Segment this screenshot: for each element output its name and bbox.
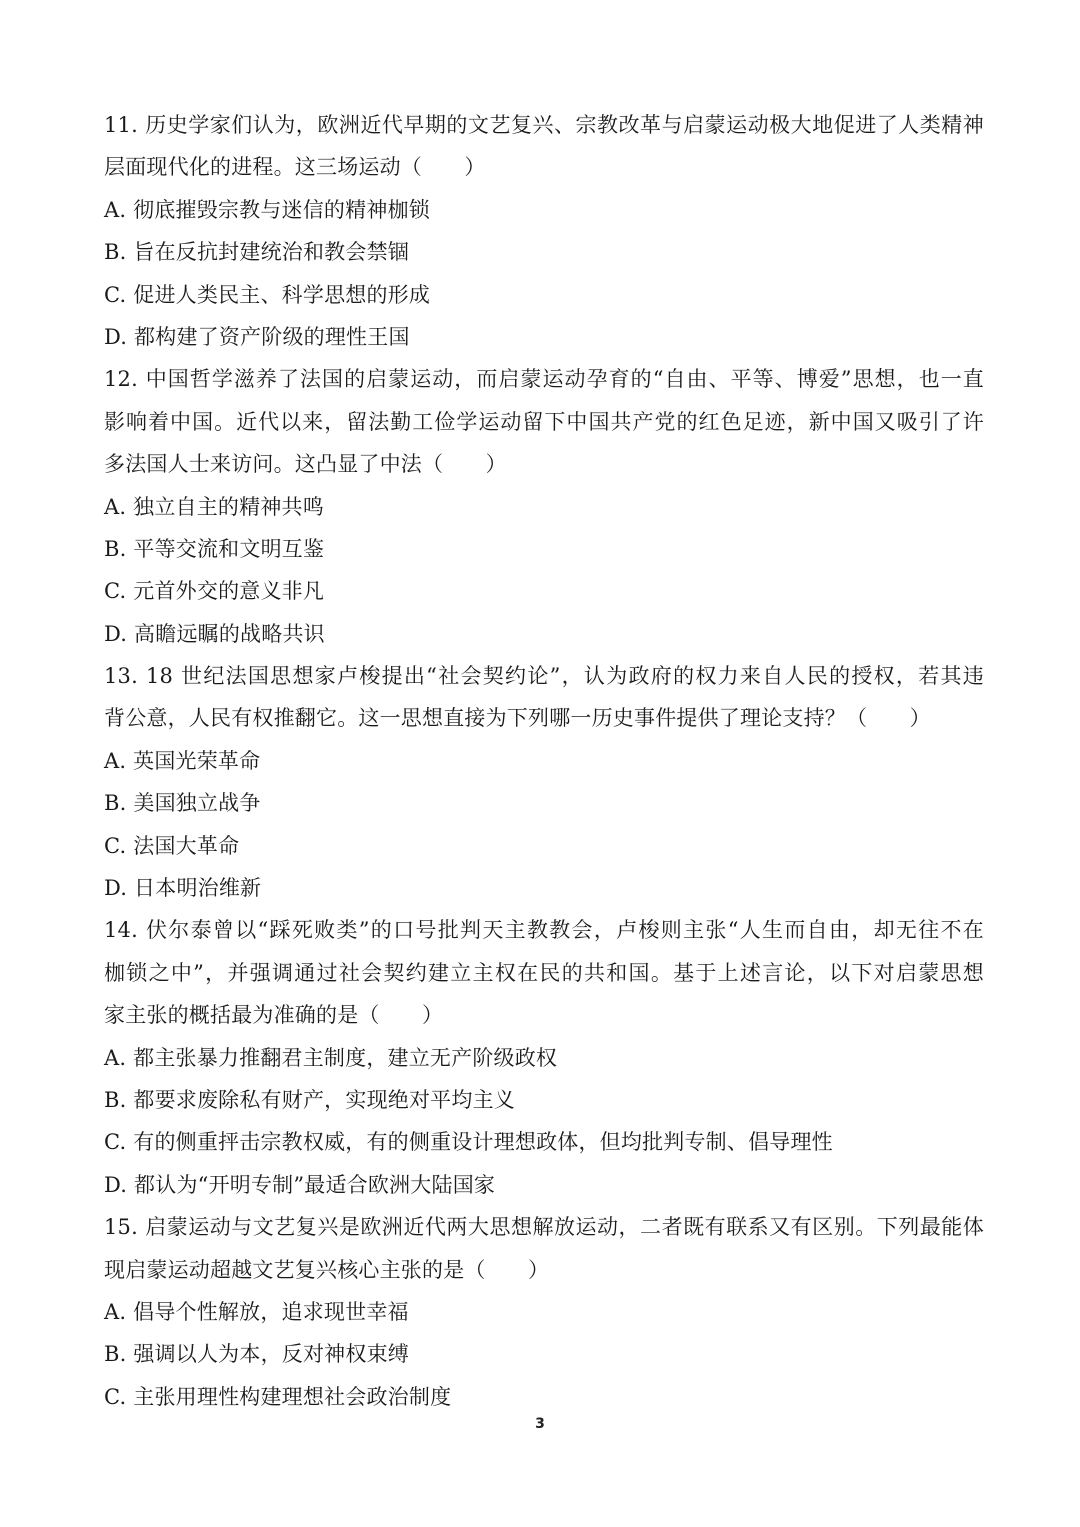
question-14 bbox=[104, 909, 984, 1206]
question-stem-line: 背公意，人民有权推翻它。这一思想直接为下列哪一历史事件提供了理论支持？（ ） bbox=[104, 706, 931, 731]
option-c: C. 促进人类民主、科学思想的形成 bbox=[104, 282, 431, 307]
option-c: C. 有的侧重抨击宗教权威，有的侧重设计理想政体，但均批判专制、倡导理性 bbox=[104, 1130, 833, 1155]
option-b: B. 都要求废除私有财产，实现绝对平均主义 bbox=[104, 1087, 515, 1112]
option-a: A. 英国光荣革命 bbox=[104, 748, 261, 773]
option-a: A. 彻底摧毁宗教与迷信的精神枷锁 bbox=[104, 197, 430, 222]
option-b: B. 强调以人为本，反对神权束缚 bbox=[104, 1342, 409, 1367]
option-a: A. 独立自主的精神共鸣 bbox=[104, 494, 324, 519]
question-15 bbox=[104, 1206, 984, 1418]
question-11 bbox=[104, 104, 984, 358]
question-stem-line: 层面现代化的进程。这三场运动（ ） bbox=[104, 155, 486, 180]
option-a: A. 都主张暴力推翻君主制度，建立无产阶级政权 bbox=[104, 1045, 558, 1070]
option-d: D. 高瞻远瞩的战略共识 bbox=[104, 621, 325, 646]
option-c: C. 主张用理性构建理想社会政治制度 bbox=[104, 1384, 452, 1409]
question-stem-line: 15. 启蒙运动与文艺复兴是欧洲近代两大思想解放运动，二者既有联系又有区别。下列最能体 bbox=[104, 1215, 984, 1240]
question-stem-line: 影响着中国。近代以来，留法勤工俭学运动留下中国共产党的红色足迹，新中国又吸引了许 bbox=[104, 409, 984, 434]
option-a: A. 倡导个性解放，追求现世幸福 bbox=[104, 1299, 409, 1324]
option-d: D. 都认为“开明专制”最适合欧洲大陆国家 bbox=[104, 1172, 496, 1197]
question-13 bbox=[104, 655, 984, 909]
question-stem-line: 11. 历史学家们认为，欧洲近代早期的文艺复兴、宗教改革与启蒙运动极大地促进了人类精神 bbox=[104, 113, 984, 137]
question-stem-line: 13. 18 世纪法国思想家卢梭提出“社会契约论”，认为政府的权力来自人民的授权，若其违 bbox=[104, 664, 984, 689]
option-b: B. 旨在反抗封建统治和教会禁锢 bbox=[104, 240, 409, 265]
question-stem-line: 14. 伏尔泰曾以“踩死败类”的口号批判天主教教会，卢梭则主张“人生而自由，却无往不在 bbox=[104, 918, 984, 943]
page-number: 3 bbox=[535, 1416, 545, 1432]
option-b: B. 美国独立战争 bbox=[104, 791, 261, 816]
option-d: D. 都构建了资产阶级的理性王国 bbox=[104, 324, 410, 349]
question-stem-line: 现启蒙运动超越文艺复兴核心主张的是（ ） bbox=[104, 1257, 550, 1282]
question-stem-line: 枷锁之中”，并强调通过社会契约建立主权在民的共和国。基于上述言论，以下对启蒙思想 bbox=[104, 960, 984, 985]
option-b: B. 平等交流和文明互鉴 bbox=[104, 536, 325, 561]
question-stem-line: 家主张的概括最为准确的是（ ） bbox=[104, 1003, 444, 1028]
question-stem-line: 12. 中国哲学滋养了法国的启蒙运动，而启蒙运动孕育的“自由、平等、博爱”思想，也一直 bbox=[104, 367, 984, 392]
question-stem-line: 多法国人士来访问。这凸显了中法（ ） bbox=[104, 452, 507, 477]
option-c: C. 法国大革命 bbox=[104, 833, 240, 858]
option-c: C. 元首外交的意义非凡 bbox=[104, 579, 325, 604]
option-d: D. 日本明治维新 bbox=[104, 876, 262, 901]
question-12 bbox=[104, 358, 984, 655]
question-list bbox=[104, 104, 984, 1418]
